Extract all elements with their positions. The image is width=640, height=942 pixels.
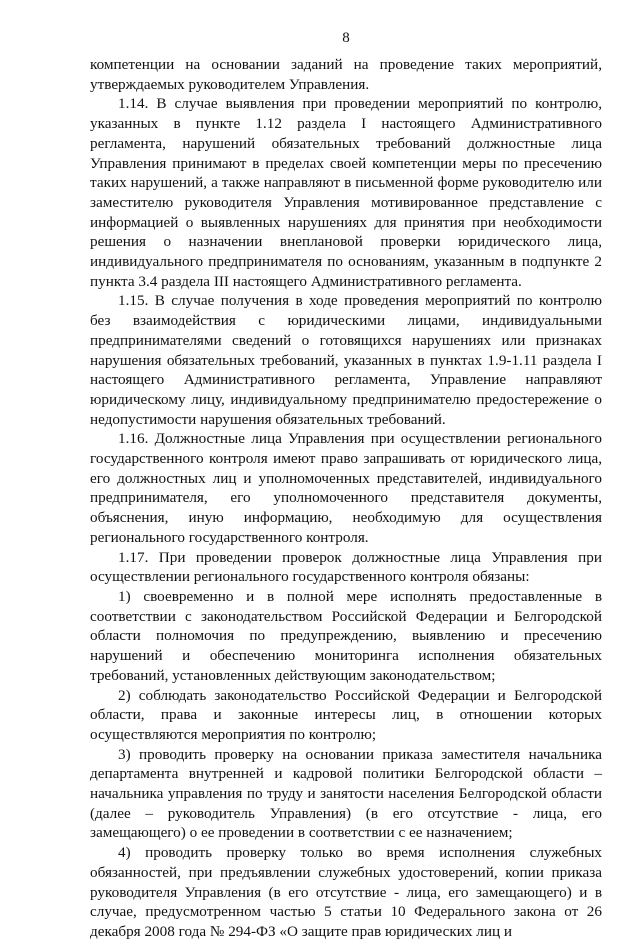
list-item-1: 1) своевременно и в полной мере исполнять предоставленные в соответствии с законодательством Российской Федерации и Белгородской области полномочия по предупреждению, выявлению и пресечению нарушений и обеспечению мониторинга исполнения обязательных требований, установленных действующим законодательством; xyxy=(90,587,602,684)
page-number: 8 xyxy=(342,30,350,46)
list-item-3: 3) проводить проверку на основании приказа заместителя начальника департамента внутренней и кадровой политики Белгородской области – начальника управления по труду и занятости населения Белгородской области (далее – руководитель Управления) (в его отсутствие - лица, его замещающего) о ее проведении в соответствии с ее назначением; xyxy=(90,745,602,842)
list-item-2: 2) соблюдать законодательство Российской Федерации и Белгородской области, права и законные интересы лиц, в отношении которых осуществляются мероприятия по контролю; xyxy=(90,686,602,743)
paragraph-1-15: 1.15. В случае получения в ходе проведения мероприятий по контролю без взаимодействия с юридическими лицами, индивидуальными предпринимателями сведений о готовящихся нарушениях или признаках нарушения обязательных требований, указанных в пунктах 1.9-1.11 раздела I настоящего Административного регламента, Управление направляют юридическому лицу, индивидуальному предпринимателю предостережение о недопустимости нарушения обязательных требований. xyxy=(90,292,602,428)
paragraph-continuation: компетенции на основании заданий на проведение таких мероприятий, утверждаемых руководителем Управления. xyxy=(90,56,602,93)
list-item-4: 4) проводить проверку только во время исполнения служебных обязанностей, при предъявлении служебных удостоверений, копии приказа руководителя Управления (в его отсутствие - лица, его замещающего) и в случае, предусмотренном частью 5 статьи 10 Федерального закона от 26 декабря 2008 года № 294-ФЗ «О защите прав юридических лиц и xyxy=(90,844,602,940)
paragraph-1-17: 1.17. При проведении проверок должностные лица Управления при осуществлении регионального государственного контроля обязаны: xyxy=(90,548,602,586)
paragraph-1-16: 1.16. Должностные лица Управления при осуществлении регионального государственного контроля имеют право запрашивать от юридического лица, его должностных лиц и уполномоченных представителей, индивидуального предпринимателя, его уполномоченного представителя документы, объяснения, иную информацию, необходимую для осуществления регионального государственного контроля. xyxy=(90,430,602,546)
document-body xyxy=(90,55,602,942)
paragraph-1-14: 1.14. В случае выявления при проведении мероприятий по контролю, указанных в пункте 1.12 раздела I настоящего Административного регламента, нарушений обязательных требований должностные лица Управления принимают в пределах своей компетенции меры по пресечению таких нарушений, а также направляют в письменной форме руководителю или заместителю руководителя Управления мотивированное представление с информацией о выявленных нарушениях для принятия при необходимости решения о назначении внеплановой проверки юридического лица, индивидуального предпринимателя по основаниям, указанным в подпункте 2 пункта 3.4 раздела III настоящего Административного регламента. xyxy=(90,95,602,290)
